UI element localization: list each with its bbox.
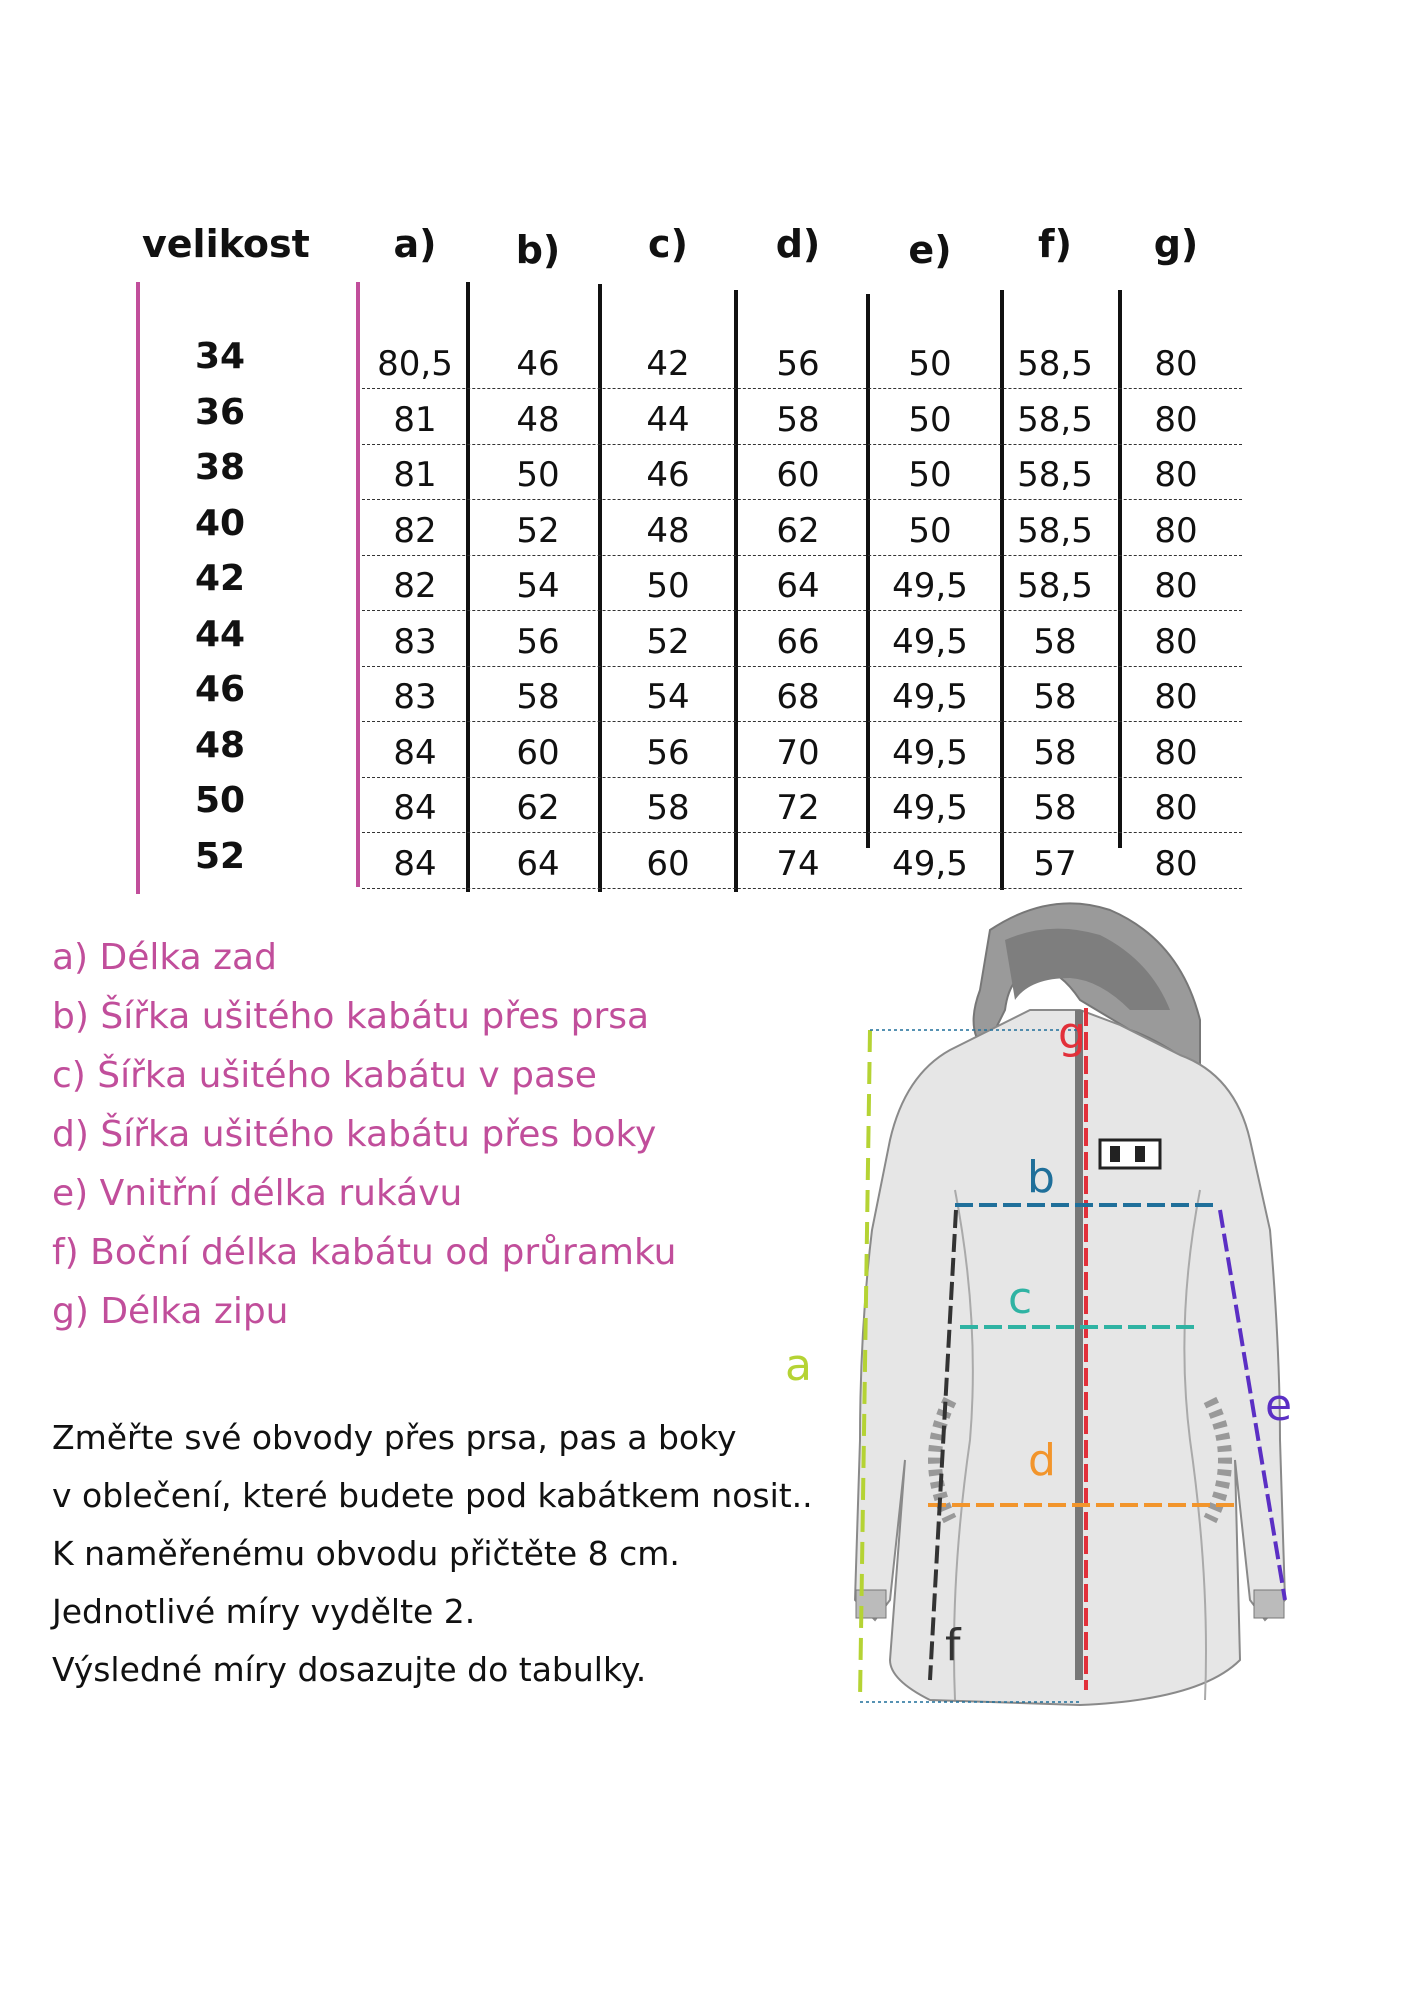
instruction-line: Změřte své obvody přes prsa, pas a boky [52,1418,737,1457]
legend-item: f) Boční délka kabátu od průramku [52,1232,677,1273]
value-cell: 42 [646,344,690,384]
value-cell: 60 [516,732,560,773]
value-cell: 56 [776,344,820,384]
instruction-line: Výsledné míry dosazujte do tabulky. [52,1650,647,1689]
value-cell: 57 [1033,843,1077,884]
value-cell: 82 [393,566,437,606]
value-cell: 52 [646,621,690,662]
column-header: c) [648,222,688,266]
value-cell: 58 [1033,677,1077,717]
value-cell: 80 [1154,566,1198,606]
size-cell: 52 [194,835,246,877]
value-cell: 58,5 [1017,566,1093,606]
size-cell: 34 [194,336,246,377]
value-cell: 60 [776,455,820,495]
row-divider [362,388,1242,389]
column-header: f) [1038,222,1072,266]
label-a: a [785,1340,812,1391]
value-cell: 60 [646,843,690,884]
value-cell: 50 [908,344,952,384]
value-cell: 80 [1154,732,1198,773]
row-divider [362,666,1242,667]
column-rule-g [1118,290,1122,848]
row-divider [362,721,1242,722]
value-cell: 80,5 [377,344,453,384]
legend-item: d) Šířka ušitého kabátu přes boky [52,1114,657,1155]
label-g: g [1058,1008,1086,1059]
value-cell: 62 [516,788,560,828]
value-cell: 80 [1154,788,1198,828]
value-cell: 80 [1154,399,1198,440]
column-header: a) [393,222,437,266]
coat-badge [1100,1140,1160,1168]
value-cell: 74 [776,843,820,884]
value-cell: 49,5 [892,732,968,773]
legend-item: e) Vnitřní délka rukávu [52,1173,463,1214]
size-cell: 42 [194,558,246,599]
value-cell: 84 [393,843,437,884]
value-cell: 49,5 [892,566,968,606]
row-divider [362,777,1242,778]
coat-diagram [780,900,1340,1800]
column-header: b) [515,228,561,272]
value-cell: 56 [646,732,690,773]
column-rule-f [1000,290,1004,890]
value-cell: 58 [776,399,820,440]
value-cell: 58,5 [1017,510,1093,551]
value-cell: 49,5 [892,843,968,884]
value-cell: 84 [393,732,437,773]
value-cell: 80 [1154,621,1198,662]
coat-body [855,1010,1285,1705]
legend-item: b) Šířka ušitého kabátu přes prsa [52,996,650,1037]
size-cell: 38 [194,447,246,488]
size-cell: 50 [194,780,246,821]
value-cell: 52 [516,510,560,551]
value-cell: 66 [776,621,820,662]
row-divider [362,555,1242,556]
value-cell: 81 [393,455,437,495]
value-cell: 70 [776,732,820,773]
value-cell: 58 [1033,621,1077,662]
row-divider [362,444,1242,445]
value-cell: 56 [516,621,560,662]
size-cell: 44 [194,613,246,655]
label-d: d [1028,1435,1056,1486]
value-cell: 58,5 [1017,455,1093,495]
size-cell: 46 [194,669,246,710]
value-cell: 72 [776,788,820,828]
header-size: velikost [142,222,310,266]
instruction-line: K naměřenému obvodu přičtěte 8 cm. [52,1534,680,1573]
label-b: b [1027,1152,1055,1203]
column-header: g) [1153,222,1199,266]
value-cell: 54 [516,566,560,606]
legend-item: c) Šířka ušitého kabátu v pase [52,1055,597,1096]
value-cell: 80 [1154,510,1198,551]
size-column-rule [136,282,140,894]
value-cell: 46 [646,455,690,495]
column-rule-c [598,284,602,892]
label-c: c [1008,1273,1033,1324]
column-rule-b [466,282,470,892]
instruction-line: v oblečení, které budete pod kabátkem nosit.. [52,1476,813,1515]
value-cell: 64 [776,566,820,606]
value-cell: 68 [776,677,820,717]
column-header: d) [775,222,821,266]
first-data-rule [356,282,360,887]
value-cell: 50 [908,455,952,495]
coat-cuff-right [1254,1590,1284,1618]
value-cell: 80 [1154,455,1198,495]
value-cell: 58 [1033,732,1077,773]
value-cell: 83 [393,621,437,662]
coat-zip [1075,1010,1083,1680]
row-divider [362,888,1242,889]
value-cell: 49,5 [892,677,968,717]
size-cell: 40 [194,502,246,544]
size-cell: 48 [194,724,246,766]
column-rule-e [866,294,870,848]
value-cell: 58,5 [1017,344,1093,384]
value-cell: 50 [908,510,952,551]
value-cell: 58,5 [1017,399,1093,440]
value-cell: 80 [1154,344,1198,384]
row-divider [362,499,1242,500]
value-cell: 82 [393,510,437,551]
legend-item: g) Délka zipu [52,1291,289,1332]
value-cell: 84 [393,788,437,828]
value-cell: 49,5 [892,788,968,828]
value-cell: 50 [646,566,690,606]
value-cell: 80 [1154,843,1198,884]
value-cell: 46 [516,344,560,384]
label-f: f [945,1620,961,1671]
value-cell: 48 [646,510,690,551]
row-divider [362,832,1242,833]
value-cell: 49,5 [892,621,968,662]
column-header: e) [908,228,952,272]
value-cell: 58 [516,677,560,717]
value-cell: 54 [646,677,690,717]
size-cell: 36 [194,391,246,433]
label-e: e [1265,1380,1293,1431]
value-cell: 80 [1154,677,1198,717]
row-divider [362,610,1242,611]
value-cell: 83 [393,677,437,717]
column-rule-d [734,290,738,892]
legend-item: a) Délka zad [52,937,277,978]
value-cell: 58 [1033,788,1077,828]
value-cell: 50 [516,455,560,495]
value-cell: 50 [908,399,952,440]
value-cell: 64 [516,843,560,884]
instruction-line: Jednotlivé míry vydělte 2. [52,1592,476,1631]
value-cell: 81 [393,399,437,440]
value-cell: 44 [646,399,690,440]
value-cell: 58 [646,788,690,828]
value-cell: 62 [776,510,820,551]
value-cell: 48 [516,399,560,440]
